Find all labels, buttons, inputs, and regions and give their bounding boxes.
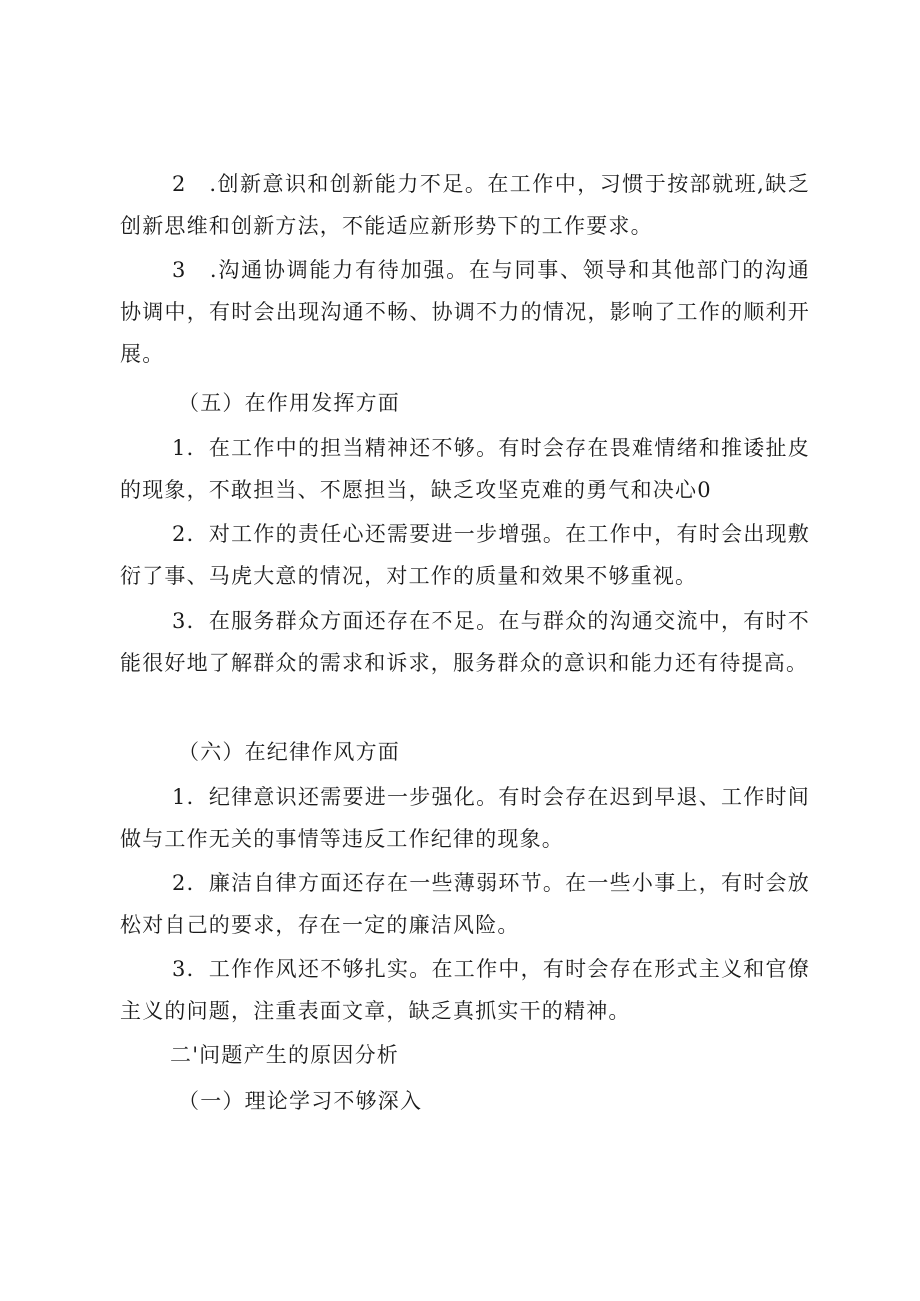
section-heading-role: （五）在作用发挥方面	[178, 391, 400, 415]
paragraph-communication: 3 .沟通协调能力有待加强。在与同事、领导和其他部门的沟通协调中，有时会出现沟通不畅、协调不力的情况，影响了工作的顺利开展。	[120, 258, 810, 366]
paragraph-innovation: 2 .创新意识和创新能力不足。在工作中，习惯于按部就班,缺乏创新思维和创新方法，不能适应新形势下的工作要求。	[120, 172, 810, 238]
section-heading-theory-study: （一）理论学习不够深入	[178, 1089, 423, 1113]
section-heading-discipline: （六）在纪律作风方面	[178, 740, 400, 764]
paragraph-discipline-awareness: 1．纪律意识还需要进一步强化。有时会存在迟到早退、工作时间做与工作无关的事情等违反工作纪律的现象。	[120, 785, 810, 851]
paragraph-responsibility-spirit: 1．在工作中的担当精神还不够。有时会存在畏难情绪和推诿扯皮的现象，不敢担当、不愿担当，缺乏攻坚克难的勇气和决心0	[120, 436, 810, 502]
paragraph-work-style: 3．工作作风还不够扎实。在工作中，有时会存在形式主义和官僚主义的问题，注重表面文章，缺乏真抓实干的精神。	[120, 957, 810, 1023]
paragraph-serving-public: 3．在服务群众方面还存在不足。在与群众的沟通交流中，有时不能很好地了解群众的需求和诉求，服务群众的意识和能力还有待提高。	[120, 609, 810, 675]
paragraph-integrity: 2．廉洁自律方面还存在一些薄弱环节。在一些小事上，有时会放松对自己的要求，存在一定的廉洁风险。	[120, 871, 810, 937]
paragraph-sense-of-duty: 2．对工作的责任心还需要进一步增强。在工作中，有时会出现敷衍了事、马虎大意的情况，对工作的质量和效果不够重视。	[120, 522, 810, 588]
section-heading-cause-analysis: 二'问题产生的原因分析	[170, 1043, 399, 1067]
